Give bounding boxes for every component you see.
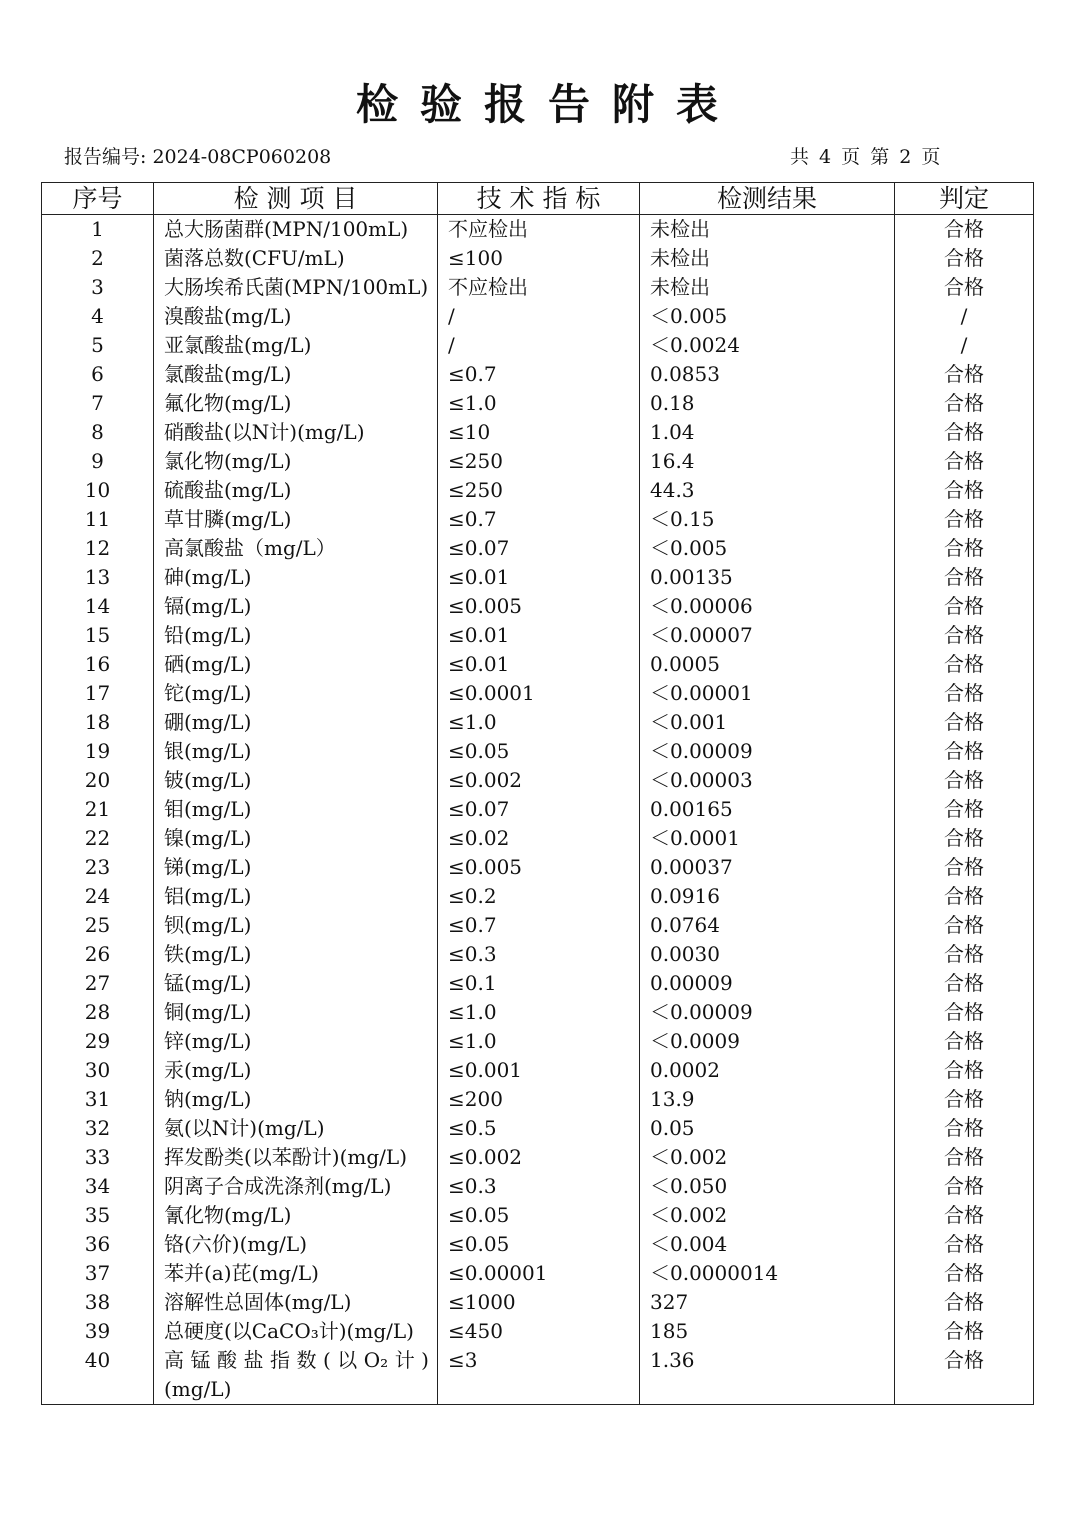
test-result: 16.4: [640, 447, 895, 476]
test-result: 未检出: [640, 273, 895, 302]
row-number: 27: [42, 969, 154, 998]
row-number: 20: [42, 766, 154, 795]
table-row: [42, 563, 1034, 592]
row-number: 23: [42, 853, 154, 882]
table-row: [42, 737, 1034, 766]
test-item: 锌(mg/L): [154, 1027, 438, 1056]
test-result: 185: [640, 1317, 895, 1346]
test-result: 13.9: [640, 1085, 895, 1114]
test-result: 未检出: [640, 215, 895, 245]
row-number: 29: [42, 1027, 154, 1056]
standard-limit: ≤1.0: [438, 1027, 640, 1056]
table-row: [42, 650, 1034, 679]
standard-limit: 不应检出: [438, 273, 640, 302]
standard-limit: ≤0.1: [438, 969, 640, 998]
judgement: 合格: [895, 911, 1034, 940]
row-number: 2: [42, 244, 154, 273]
test-result: ＜0.00009: [640, 998, 895, 1027]
row-number: 14: [42, 592, 154, 621]
table-row: [42, 273, 1034, 302]
judgement: 合格: [895, 621, 1034, 650]
table-row: [42, 911, 1034, 940]
row-number: 12: [42, 534, 154, 563]
table-row: [42, 940, 1034, 969]
test-result: ＜0.001: [640, 708, 895, 737]
test-item: 大肠埃希氏菌(MPN/100mL): [154, 273, 438, 302]
standard-limit: ≤250: [438, 447, 640, 476]
test-result: 1.36: [640, 1346, 895, 1405]
table-row: [42, 215, 1034, 245]
test-result: 327: [640, 1288, 895, 1317]
table-row: [42, 505, 1034, 534]
test-result: ＜0.004: [640, 1230, 895, 1259]
test-result: ＜0.050: [640, 1172, 895, 1201]
test-item: 铊(mg/L): [154, 679, 438, 708]
test-result: 1.04: [640, 418, 895, 447]
standard-limit: ≤0.01: [438, 563, 640, 592]
table-row: [42, 1201, 1034, 1230]
judgement: 合格: [895, 505, 1034, 534]
table-row: [42, 592, 1034, 621]
table-row: [42, 853, 1034, 882]
table-row: [42, 766, 1034, 795]
row-number: 24: [42, 882, 154, 911]
row-number: 22: [42, 824, 154, 853]
row-number: 34: [42, 1172, 154, 1201]
test-item: 铁(mg/L): [154, 940, 438, 969]
test-result: 0.00165: [640, 795, 895, 824]
header-result: 检测结果: [640, 183, 895, 215]
test-result: ＜0.0000014: [640, 1259, 895, 1288]
judgement: 合格: [895, 418, 1034, 447]
standard-limit: ≤0.5: [438, 1114, 640, 1143]
table-row: [42, 1143, 1034, 1172]
table-row: [42, 998, 1034, 1027]
test-item: 氯酸盐(mg/L): [154, 360, 438, 389]
standard-limit: ≤0.02: [438, 824, 640, 853]
test-result: 0.0002: [640, 1056, 895, 1085]
row-number: 30: [42, 1056, 154, 1085]
test-item: 高氯酸盐（mg/L）: [154, 534, 438, 563]
test-item: 高锰酸盐指数(以O₂计)(mg/L): [154, 1346, 438, 1405]
standard-limit: ≤0.001: [438, 1056, 640, 1085]
test-item: 氰化物(mg/L): [154, 1201, 438, 1230]
judgement: 合格: [895, 737, 1034, 766]
row-number: 4: [42, 302, 154, 331]
row-number: 19: [42, 737, 154, 766]
test-result: 0.00009: [640, 969, 895, 998]
test-result: 0.18: [640, 389, 895, 418]
table-row: [42, 389, 1034, 418]
table-row: [42, 1027, 1034, 1056]
header-judgement: 判定: [895, 183, 1034, 215]
standard-limit: ≤200: [438, 1085, 640, 1114]
standard-limit: ≤0.7: [438, 505, 640, 534]
table-row: [42, 1317, 1034, 1346]
table-row: [42, 708, 1034, 737]
table-row: [42, 824, 1034, 853]
test-item: 菌落总数(CFU/mL): [154, 244, 438, 273]
standard-limit: ≤0.2: [438, 882, 640, 911]
judgement: 合格: [895, 1288, 1034, 1317]
table-row: [42, 679, 1034, 708]
test-result: 未检出: [640, 244, 895, 273]
standard-limit: ≤1.0: [438, 708, 640, 737]
row-number: 25: [42, 911, 154, 940]
test-item: 挥发酚类(以苯酚计)(mg/L): [154, 1143, 438, 1172]
test-item: 氨(以N计)(mg/L): [154, 1114, 438, 1143]
row-number: 33: [42, 1143, 154, 1172]
test-item: 溶解性总固体(mg/L): [154, 1288, 438, 1317]
table-row: [42, 1288, 1034, 1317]
table-row: [42, 244, 1034, 273]
report-number: 报告编号: 2024-08CP060208: [64, 146, 332, 168]
standard-limit: ≤0.05: [438, 1230, 640, 1259]
header-no: 序号: [42, 183, 154, 215]
test-result: ＜0.00006: [640, 592, 895, 621]
standard-limit: ≤1.0: [438, 998, 640, 1027]
standard-limit: ≤1000: [438, 1288, 640, 1317]
judgement: 合格: [895, 679, 1034, 708]
judgement: 合格: [895, 1230, 1034, 1259]
test-result: 0.00037: [640, 853, 895, 882]
judgement: /: [895, 331, 1034, 360]
table-row: [42, 795, 1034, 824]
test-item: 铬(六价)(mg/L): [154, 1230, 438, 1259]
table-row: [42, 882, 1034, 911]
table-row: [42, 418, 1034, 447]
test-result: 0.0764: [640, 911, 895, 940]
test-result: ＜0.00003: [640, 766, 895, 795]
table-row: [42, 1346, 1034, 1405]
table-row: [42, 331, 1034, 360]
test-item: 镉(mg/L): [154, 592, 438, 621]
test-item: 钡(mg/L): [154, 911, 438, 940]
table-row: [42, 1259, 1034, 1288]
row-number: 9: [42, 447, 154, 476]
judgement: 合格: [895, 215, 1034, 245]
table-row: [42, 1114, 1034, 1143]
table-row: [42, 621, 1034, 650]
judgement: 合格: [895, 1172, 1034, 1201]
table-row: [42, 1230, 1034, 1259]
standard-limit: ≤0.05: [438, 1201, 640, 1230]
row-number: 38: [42, 1288, 154, 1317]
row-number: 17: [42, 679, 154, 708]
test-result: ＜0.002: [640, 1201, 895, 1230]
judgement: 合格: [895, 1346, 1034, 1405]
test-item: 溴酸盐(mg/L): [154, 302, 438, 331]
table-row: [42, 476, 1034, 505]
table-row: [42, 447, 1034, 476]
row-number: 31: [42, 1085, 154, 1114]
judgement: 合格: [895, 1201, 1034, 1230]
judgement: 合格: [895, 360, 1034, 389]
standard-limit: ≤0.07: [438, 534, 640, 563]
judgement: 合格: [895, 1085, 1034, 1114]
row-number: 10: [42, 476, 154, 505]
test-item: 锑(mg/L): [154, 853, 438, 882]
test-item: 银(mg/L): [154, 737, 438, 766]
row-number: 26: [42, 940, 154, 969]
standard-limit: ≤0.005: [438, 592, 640, 621]
row-number: 11: [42, 505, 154, 534]
test-item: 亚氯酸盐(mg/L): [154, 331, 438, 360]
judgement: 合格: [895, 1317, 1034, 1346]
standard-limit: ≤0.7: [438, 911, 640, 940]
row-number: 8: [42, 418, 154, 447]
test-result: ＜0.005: [640, 534, 895, 563]
test-result: ＜0.00001: [640, 679, 895, 708]
test-item: 氯化物(mg/L): [154, 447, 438, 476]
table-row: [42, 1056, 1034, 1085]
standard-limit: ≤250: [438, 476, 640, 505]
standard-limit: 不应检出: [438, 215, 640, 245]
test-result: 0.0916: [640, 882, 895, 911]
row-number: 36: [42, 1230, 154, 1259]
test-result: ＜0.0009: [640, 1027, 895, 1056]
test-result: 0.0030: [640, 940, 895, 969]
judgement: 合格: [895, 592, 1034, 621]
judgement: 合格: [895, 563, 1034, 592]
row-number: 3: [42, 273, 154, 302]
page-indicator: 共 4 页 第 2 页: [790, 146, 941, 168]
test-item: 氟化物(mg/L): [154, 389, 438, 418]
table-row: [42, 969, 1034, 998]
test-item: 铍(mg/L): [154, 766, 438, 795]
judgement: 合格: [895, 853, 1034, 882]
row-number: 16: [42, 650, 154, 679]
table-row: [42, 534, 1034, 563]
standard-limit: ≤1.0: [438, 389, 640, 418]
results-table: [41, 182, 1034, 1405]
test-item: 硝酸盐(以N计)(mg/L): [154, 418, 438, 447]
judgement: 合格: [895, 882, 1034, 911]
row-number: 35: [42, 1201, 154, 1230]
test-item: 铅(mg/L): [154, 621, 438, 650]
judgement: /: [895, 302, 1034, 331]
row-number: 15: [42, 621, 154, 650]
header-standard: 技 术 指 标: [438, 183, 640, 215]
test-result: ＜0.00009: [640, 737, 895, 766]
table-row: [42, 1172, 1034, 1201]
standard-limit: ≤100: [438, 244, 640, 273]
standard-limit: ≤450: [438, 1317, 640, 1346]
standard-limit: ≤0.05: [438, 737, 640, 766]
test-result: ＜0.0001: [640, 824, 895, 853]
report-title: 检验报告附表: [355, 80, 740, 129]
judgement: 合格: [895, 1259, 1034, 1288]
row-number: 6: [42, 360, 154, 389]
test-item: 铜(mg/L): [154, 998, 438, 1027]
judgement: 合格: [895, 766, 1034, 795]
row-number: 40: [42, 1346, 154, 1405]
test-result: ＜0.00007: [640, 621, 895, 650]
test-item: 铝(mg/L): [154, 882, 438, 911]
test-item: 草甘膦(mg/L): [154, 505, 438, 534]
standard-limit: ≤0.3: [438, 1172, 640, 1201]
row-number: 32: [42, 1114, 154, 1143]
test-result: ＜0.0024: [640, 331, 895, 360]
test-item: 硫酸盐(mg/L): [154, 476, 438, 505]
standard-limit: /: [438, 302, 640, 331]
standard-limit: ≤0.3: [438, 940, 640, 969]
row-number: 18: [42, 708, 154, 737]
test-item: 总硬度(以CaCO₃计)(mg/L): [154, 1317, 438, 1346]
test-result: 0.00135: [640, 563, 895, 592]
judgement: 合格: [895, 447, 1034, 476]
judgement: 合格: [895, 824, 1034, 853]
row-number: 5: [42, 331, 154, 360]
judgement: 合格: [895, 650, 1034, 679]
row-number: 39: [42, 1317, 154, 1346]
standard-limit: ≤0.7: [438, 360, 640, 389]
standard-limit: ≤3: [438, 1346, 640, 1405]
standard-limit: ≤0.01: [438, 621, 640, 650]
test-result: ＜0.005: [640, 302, 895, 331]
row-number: 7: [42, 389, 154, 418]
standard-limit: ≤0.01: [438, 650, 640, 679]
judgement: 合格: [895, 273, 1034, 302]
standard-limit: ≤0.00001: [438, 1259, 640, 1288]
test-result: ＜0.15: [640, 505, 895, 534]
standard-limit: ≤0.0001: [438, 679, 640, 708]
judgement: 合格: [895, 476, 1034, 505]
row-number: 1: [42, 215, 154, 245]
row-number: 37: [42, 1259, 154, 1288]
test-item: 镍(mg/L): [154, 824, 438, 853]
standard-limit: ≤0.07: [438, 795, 640, 824]
table-header-row: [42, 183, 1034, 215]
standard-limit: ≤0.002: [438, 766, 640, 795]
test-result: 44.3: [640, 476, 895, 505]
judgement: 合格: [895, 940, 1034, 969]
test-item: 钼(mg/L): [154, 795, 438, 824]
test-item: 锰(mg/L): [154, 969, 438, 998]
standard-limit: ≤10: [438, 418, 640, 447]
row-number: 21: [42, 795, 154, 824]
table-row: [42, 302, 1034, 331]
table-row: [42, 360, 1034, 389]
header-item: 检 测 项 目: [154, 183, 438, 215]
judgement: 合格: [895, 1143, 1034, 1172]
test-result: 0.05: [640, 1114, 895, 1143]
judgement: 合格: [895, 534, 1034, 563]
judgement: 合格: [895, 389, 1034, 418]
judgement: 合格: [895, 1056, 1034, 1085]
test-item: 硒(mg/L): [154, 650, 438, 679]
judgement: 合格: [895, 1027, 1034, 1056]
row-number: 28: [42, 998, 154, 1027]
judgement: 合格: [895, 969, 1034, 998]
judgement: 合格: [895, 708, 1034, 737]
test-item: 砷(mg/L): [154, 563, 438, 592]
test-item: 苯并(a)芘(mg/L): [154, 1259, 438, 1288]
judgement: 合格: [895, 1114, 1034, 1143]
test-item: 钠(mg/L): [154, 1085, 438, 1114]
standard-limit: ≤0.002: [438, 1143, 640, 1172]
test-result: 0.0005: [640, 650, 895, 679]
row-number: 13: [42, 563, 154, 592]
test-item: 汞(mg/L): [154, 1056, 438, 1085]
table-body: [42, 215, 1034, 1405]
judgement: 合格: [895, 244, 1034, 273]
standard-limit: ≤0.005: [438, 853, 640, 882]
test-item: 硼(mg/L): [154, 708, 438, 737]
test-result: 0.0853: [640, 360, 895, 389]
judgement: 合格: [895, 998, 1034, 1027]
test-item: 总大肠菌群(MPN/100mL): [154, 215, 438, 245]
judgement: 合格: [895, 795, 1034, 824]
table-row: [42, 1085, 1034, 1114]
test-item: 阴离子合成洗涤剂(mg/L): [154, 1172, 438, 1201]
standard-limit: /: [438, 331, 640, 360]
test-result: ＜0.002: [640, 1143, 895, 1172]
